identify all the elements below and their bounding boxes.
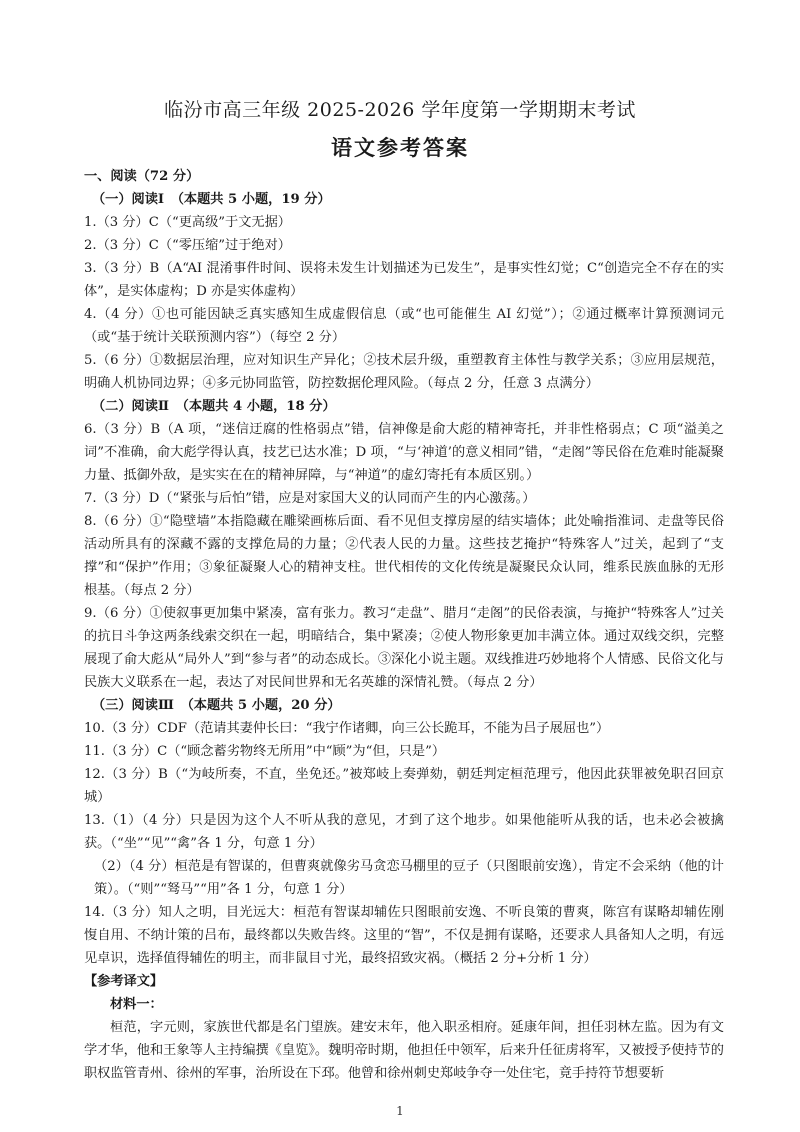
answer-item: （2）（4 分）桓范是有智谋的，但曹爽就像劣马贪恋马棚里的豆子（只图眼前安逸），肯定不会采纳（他的计策）。（“则”“驽马”“用”各 1 分，句意 1 分） (94, 859, 724, 897)
answer-key-title: 语文参考答案 (331, 135, 469, 160)
answer-item: 2.（3 分）C（“零压缩”过于绝对） (84, 238, 291, 253)
answer-item: 9.（6 分）①使叙事更加集中紧凑，富有张力。教习“走盘”、腊月“走阁”的民俗表演，与掩护“特殊客人”过关的抗日斗争这两条线索交织在一起，明暗结合，集中紧凑；②使人物形象更加丰满立体。通过双线交织，完整展现了俞大彪从“局外人”到“参与者”的动态成长。③深化小说主题。双线推进巧妙地将个人情感、民俗文化与民族大义联系在一起，表达了对民间世界和无名英雄的深情礼赞。（每点 2 分） (84, 606, 724, 690)
answer-item: 14.（3 分）知人之明，目光远大：桓范有智谋却辅佐只图眼前安逸、不听良策的曹爽，陈宫有谋略却辅佐刚愎自用、不纳计策的吕布，最终都以失败告终。这里的“智”，不仅是拥有谋略，还要求人具备知人之明，有远见卓识，选择值得辅佐的明主，而非鼠目寸光，最终招致灾祸。（概括 2 分+分析 1 分） (84, 905, 724, 966)
answer-item: 7.（3 分）D（“紧张与后怕”错，应是对家国大义的认同而产生的内心激荡。） (84, 491, 536, 506)
page-number: 1 (396, 1104, 404, 1118)
section-heading: 一、阅读（72 分） (84, 169, 200, 184)
exam-title: 临汾市高三年级 2025-2026 学年度第一学期期末考试 (164, 99, 636, 121)
answer-item: 6.（3 分）B（A 项，“迷信迂腐的性格弱点”错，信神像是俞大彪的精神寄托，并非性格弱点；C 项“溢美之词”不准确，俞大彪学得认真，技艺已达水准；D 项，“与‘神道’的意义相同”错，“走阁”等民俗在危难时能凝聚力量、抵御外敌，是实实在在的精神屏障，与“神道”的虚幻寄托有本质区别。） (84, 422, 724, 483)
answer-item: 12.（3 分）B（“为岐所奏，不直，坐免还。”被郑岐上奏弹劾，朝廷判定桓范理亏，他因此获罪被免职召回京城） (84, 767, 724, 805)
answer-content (84, 165, 724, 1085)
translation-paragraph: 桓范，字元则，家族世代都是名门望族。建安末年，他入职丞相府。延康年间，担任羽林左监。因为有文学才华，他和王象等人主持编撰《皇览》。魏明帝时期，他担任中领军，后来升任征虏将军，又被授予使持节的职权监管青州、徐州的军事，治所设在下邳。他曾和徐州刺史郑岐争夺一处住宅，竟手持符节想要斩 (84, 1020, 724, 1081)
answer-item: 13.（1）（4 分）只是因为这个人不听从我的意见，才到了这个地步。如果他能听从我的话，也未必会被擒获。（“坐”“见”“禽”各 1 分，句意 1 分） (84, 813, 724, 851)
answer-item: 3.（3 分）B（A“AI 混淆事件时间、误将未发生计划描述为已发生”，是事实性幻觉；C“创造完全不存在的实体”，是实体虚构；D 亦是实体虚构） (84, 261, 724, 299)
answer-item: 5.（6 分）①数据层治理，应对知识生产异化；②技术层升级，重塑教育主体性与教学关系；③应用层规范，明确人机协同边界；④多元协同监管，防控数据伦理风险。（每点 2 分，任意 3 点满分） (84, 353, 724, 391)
material-heading: 材料一： (110, 997, 163, 1012)
answer-item: 8.（6 分）①“隐壁墙”本指隐藏在雕梁画栋后面、看不见但支撑房屋的结实墙体；此处喻指淮词、走盘等民俗活动所具有的深藏不露的支撑危局的力量；②代表人民的力量。这些技艺掩护“特殊客人”过关，起到了“支撑”和“保护”作用；③象征凝聚人心的精神支柱。世代相传的文化传统是凝聚民众认同，维系民族血脉的无形根基。（每点 2 分） (84, 514, 724, 598)
answer-item: 1.（3 分）C（“更高级”于文无据） (84, 215, 291, 230)
reference-translation-heading: 【参考译文】 (84, 974, 164, 989)
subsection-heading: （二）阅读Ⅱ （本题共 4 小题，18 分） (92, 399, 336, 414)
subsection-heading: （三）阅读Ⅲ （本题共 5 小题，20 分） (92, 698, 341, 713)
subsection-heading: （一）阅读Ⅰ （本题共 5 小题，19 分） (92, 192, 331, 207)
answer-item: 4.（4 分）①也可能因缺乏真实感知生成虚假信息（或“也可能催生 AI 幻觉”）；②通过概率计算预测词元（或“基于统计关联预测内容”）（每空 2 分） (84, 307, 724, 345)
answer-item: 10.（3 分）CDF（范请其妻仲长曰：“我宁作诸卿，向三公长跪耳，不能为吕子展屈也”） (84, 721, 610, 736)
answer-item: 11.（3 分）C（“顾念蓄劣物终无所用”中“顾”为“但，只是”） (84, 744, 446, 759)
